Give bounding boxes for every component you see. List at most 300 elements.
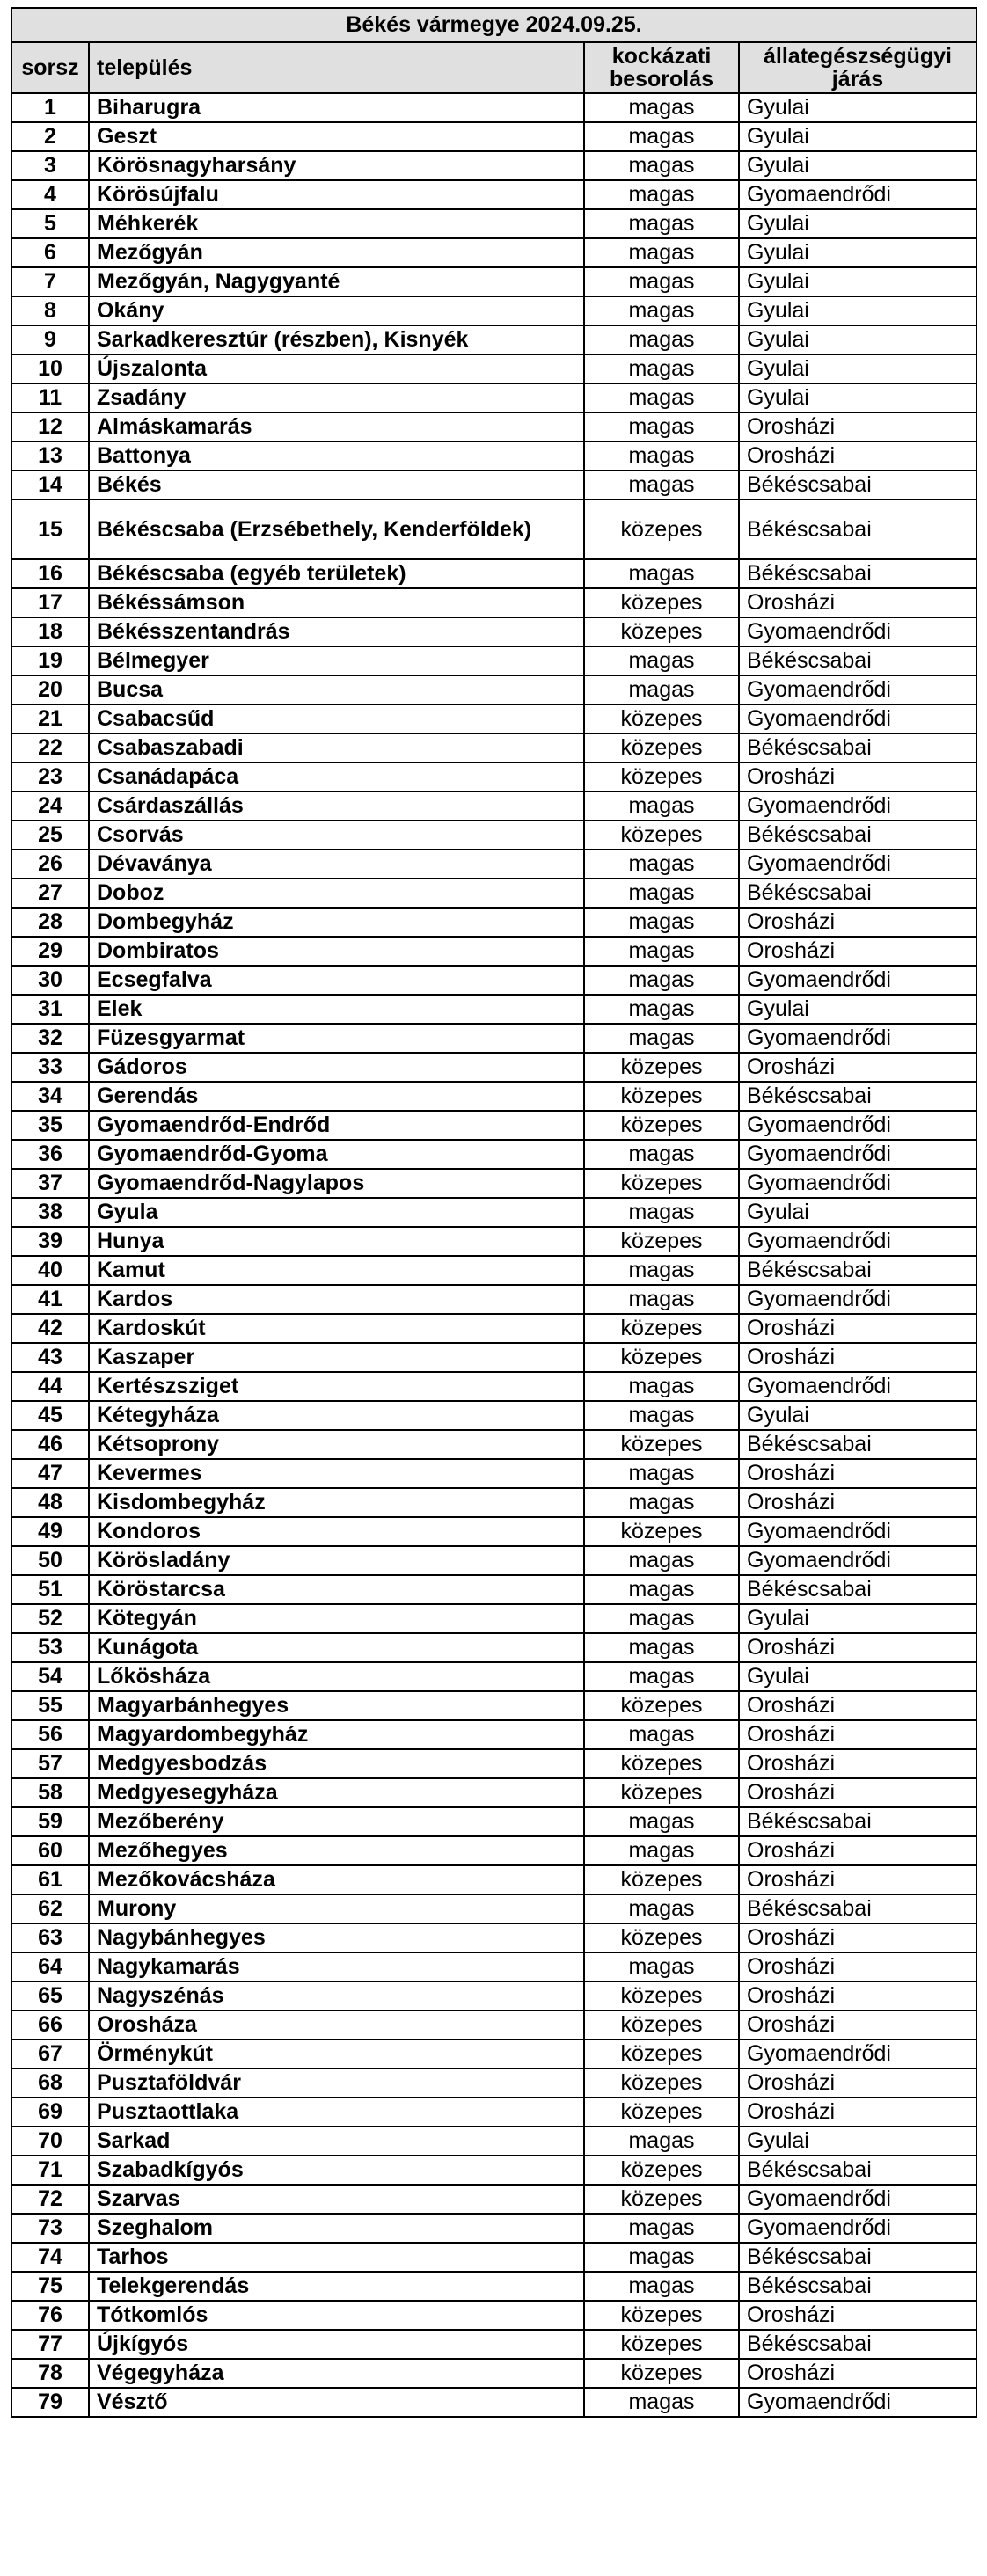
settlement-name: Kondoros	[89, 1517, 584, 1546]
row-number: 66	[11, 2010, 89, 2040]
settlement-risk-table	[11, 7, 977, 2418]
risk-level: közepes	[584, 1227, 739, 1256]
settlement-name: Vésztő	[89, 2388, 584, 2417]
risk-level: magas	[584, 2214, 739, 2243]
risk-level: magas	[584, 1285, 739, 1314]
district-name: Békéscsabai	[739, 1430, 976, 1459]
row-number: 25	[11, 821, 89, 850]
district-name: Orosházi	[739, 2069, 976, 2098]
settlement-name: Gyula	[89, 1198, 584, 1227]
row-number: 73	[11, 2214, 89, 2243]
table-title: Békés vármegye 2024.09.25.	[11, 8, 976, 42]
table-row	[11, 704, 976, 733]
settlement-name: Csabaszabadi	[89, 733, 584, 763]
district-name: Orosházi	[739, 908, 976, 937]
settlement-name: Újkígyós	[89, 2330, 584, 2359]
header-row	[11, 42, 976, 93]
district-name: Gyomaendrődi	[739, 1285, 976, 1314]
row-number: 53	[11, 1633, 89, 1662]
risk-level: magas	[584, 879, 739, 908]
table-row	[11, 2388, 976, 2417]
district-name: Gyulai	[739, 1401, 976, 1430]
table-row	[11, 1894, 976, 1923]
table-row	[11, 1952, 976, 1981]
row-number: 49	[11, 1517, 89, 1546]
risk-level: magas	[584, 1459, 739, 1488]
district-name: Gyomaendrődi	[739, 1169, 976, 1198]
district-name: Gyulai	[739, 122, 976, 151]
table-row	[11, 2040, 976, 2069]
risk-level: közepes	[584, 617, 739, 646]
table-row	[11, 1459, 976, 1488]
risk-level: közepes	[584, 500, 739, 559]
settlement-name: Kevermes	[89, 1459, 584, 1488]
row-number: 70	[11, 2127, 89, 2156]
district-name: Gyomaendrődi	[739, 1517, 976, 1546]
district-name: Gyomaendrődi	[739, 675, 976, 704]
district-name: Békéscsabai	[739, 2330, 976, 2359]
row-number: 69	[11, 2098, 89, 2127]
settlement-name: Szeghalom	[89, 2214, 584, 2243]
settlement-name: Zsadány	[89, 383, 584, 412]
risk-level: magas	[584, 1894, 739, 1923]
district-name: Gyomaendrődi	[739, 704, 976, 733]
risk-level: magas	[584, 995, 739, 1024]
risk-level: közepes	[584, 2098, 739, 2127]
settlement-name: Bélmegyer	[89, 646, 584, 675]
table-row	[11, 1285, 976, 1314]
risk-level: magas	[584, 1807, 739, 1836]
row-number: 29	[11, 937, 89, 966]
risk-level: magas	[584, 238, 739, 267]
risk-level: közepes	[584, 2301, 739, 2330]
risk-level: magas	[584, 296, 739, 325]
settlement-name: Füzesgyarmat	[89, 1024, 584, 1053]
district-name: Orosházi	[739, 2301, 976, 2330]
row-number: 2	[11, 122, 89, 151]
row-number: 52	[11, 1604, 89, 1633]
table-row	[11, 1517, 976, 1546]
table-row	[11, 151, 976, 180]
district-name: Békéscsabai	[739, 879, 976, 908]
risk-level: magas	[584, 1488, 739, 1517]
settlement-name: Békéssámson	[89, 588, 584, 617]
table-row	[11, 1430, 976, 1459]
district-name: Békéscsabai	[739, 1575, 976, 1604]
settlement-name: Okány	[89, 296, 584, 325]
row-number: 15	[11, 500, 89, 559]
column-header-risk: kockázati besorolás	[584, 42, 739, 93]
district-name: Orosházi	[739, 412, 976, 441]
district-name: Békéscsabai	[739, 1894, 976, 1923]
settlement-name: Biharugra	[89, 93, 584, 122]
table-row	[11, 2127, 976, 2156]
settlement-name: Lőkösháza	[89, 1662, 584, 1691]
district-name: Gyulai	[739, 296, 976, 325]
risk-level: közepes	[584, 1778, 739, 1807]
risk-level: közepes	[584, 588, 739, 617]
table-row	[11, 617, 976, 646]
risk-level: közepes	[584, 1169, 739, 1198]
table-row	[11, 937, 976, 966]
risk-level: magas	[584, 1546, 739, 1575]
row-number: 79	[11, 2388, 89, 2417]
row-number: 22	[11, 733, 89, 763]
table-row	[11, 1691, 976, 1720]
district-name: Orosházi	[739, 441, 976, 471]
row-number: 8	[11, 296, 89, 325]
row-number: 27	[11, 879, 89, 908]
table-row	[11, 1778, 976, 1807]
risk-level: magas	[584, 2388, 739, 2417]
document-page	[11, 7, 977, 2418]
settlement-name: Kunágota	[89, 1633, 584, 1662]
district-name: Orosházi	[739, 1633, 976, 1662]
settlement-name: Mezőgyán, Nagygyanté	[89, 267, 584, 296]
row-number: 74	[11, 2243, 89, 2272]
settlement-name: Medgyesegyháza	[89, 1778, 584, 1807]
district-name: Orosházi	[739, 1749, 976, 1778]
district-name: Gyomaendrődi	[739, 2185, 976, 2214]
table-row	[11, 1633, 976, 1662]
district-name: Gyomaendrődi	[739, 1024, 976, 1053]
district-name: Orosházi	[739, 1459, 976, 1488]
settlement-name: Újszalonta	[89, 354, 584, 383]
table-row	[11, 1198, 976, 1227]
settlement-name: Dévaványa	[89, 850, 584, 879]
row-number: 36	[11, 1140, 89, 1169]
table-row	[11, 2214, 976, 2243]
settlement-name: Nagybánhegyes	[89, 1923, 584, 1952]
row-number: 59	[11, 1807, 89, 1836]
table-row	[11, 1604, 976, 1633]
risk-level: magas	[584, 471, 739, 500]
table-row	[11, 995, 976, 1024]
row-number: 54	[11, 1662, 89, 1691]
risk-level: közepes	[584, 1314, 739, 1343]
row-number: 63	[11, 1923, 89, 1952]
settlement-name: Kardoskút	[89, 1314, 584, 1343]
table-row	[11, 2010, 976, 2040]
table-row	[11, 792, 976, 821]
district-name: Orosházi	[739, 1720, 976, 1749]
district-name: Gyomaendrődi	[739, 966, 976, 995]
table-row	[11, 93, 976, 122]
column-header-number: sorsz	[11, 42, 89, 93]
district-name: Gyulai	[739, 2127, 976, 2156]
risk-level: magas	[584, 559, 739, 588]
row-number: 41	[11, 1285, 89, 1314]
district-name: Békéscsabai	[739, 2272, 976, 2301]
risk-level: közepes	[584, 1749, 739, 1778]
risk-level: közepes	[584, 1981, 739, 2010]
settlement-name: Körösújfalu	[89, 180, 584, 209]
row-number: 65	[11, 1981, 89, 2010]
district-name: Gyomaendrődi	[739, 2040, 976, 2069]
row-number: 18	[11, 617, 89, 646]
table-row	[11, 1575, 976, 1604]
settlement-name: Kamut	[89, 1256, 584, 1285]
settlement-name: Nagykamarás	[89, 1952, 584, 1981]
settlement-name: Sarkadkeresztúr (részben), Kisnyék	[89, 325, 584, 354]
settlement-name: Dombegyház	[89, 908, 584, 937]
row-number: 44	[11, 1372, 89, 1401]
district-name: Békéscsabai	[739, 2156, 976, 2185]
row-number: 7	[11, 267, 89, 296]
settlement-name: Kisdombegyház	[89, 1488, 584, 1517]
table-row	[11, 325, 976, 354]
risk-level: közepes	[584, 2010, 739, 2040]
district-name: Gyomaendrődi	[739, 180, 976, 209]
settlement-name: Csárdaszállás	[89, 792, 584, 821]
table-row	[11, 354, 976, 383]
district-name: Békéscsabai	[739, 2243, 976, 2272]
settlement-name: Tótkomlós	[89, 2301, 584, 2330]
district-name: Orosházi	[739, 588, 976, 617]
risk-level: magas	[584, 1024, 739, 1053]
district-name: Békéscsabai	[739, 1082, 976, 1111]
table-row	[11, 296, 976, 325]
settlement-name: Pusztaföldvár	[89, 2069, 584, 2098]
row-number: 34	[11, 1082, 89, 1111]
table-row	[11, 1256, 976, 1285]
row-number: 20	[11, 675, 89, 704]
district-name: Gyomaendrődi	[739, 617, 976, 646]
district-name: Orosházi	[739, 2010, 976, 2040]
district-name: Gyulai	[739, 1604, 976, 1633]
risk-level: közepes	[584, 1343, 739, 1372]
row-number: 13	[11, 441, 89, 471]
table-row	[11, 1372, 976, 1401]
row-number: 68	[11, 2069, 89, 2098]
risk-level: magas	[584, 122, 739, 151]
risk-level: magas	[584, 151, 739, 180]
table-row	[11, 1923, 976, 1952]
table-row	[11, 1401, 976, 1430]
settlement-name: Almáskamarás	[89, 412, 584, 441]
risk-level: magas	[584, 1372, 739, 1401]
table-body	[11, 93, 976, 2417]
row-number: 55	[11, 1691, 89, 1720]
district-name: Orosházi	[739, 1981, 976, 2010]
district-name: Orosházi	[739, 937, 976, 966]
district-name: Orosházi	[739, 1778, 976, 1807]
settlement-name: Szabadkígyós	[89, 2156, 584, 2185]
district-name: Békéscsabai	[739, 821, 976, 850]
row-number: 72	[11, 2185, 89, 2214]
district-name: Gyulai	[739, 209, 976, 238]
table-row	[11, 559, 976, 588]
row-number: 76	[11, 2301, 89, 2330]
table-row	[11, 122, 976, 151]
risk-level: közepes	[584, 2359, 739, 2388]
table-row	[11, 1662, 976, 1691]
risk-level: magas	[584, 412, 739, 441]
risk-level: közepes	[584, 2185, 739, 2214]
district-name: Gyulai	[739, 238, 976, 267]
risk-level: magas	[584, 1720, 739, 1749]
settlement-name: Békéscsaba (egyéb területek)	[89, 559, 584, 588]
district-name: Gyulai	[739, 1662, 976, 1691]
row-number: 6	[11, 238, 89, 267]
table-row	[11, 1488, 976, 1517]
risk-level: magas	[584, 1952, 739, 1981]
settlement-name: Kardos	[89, 1285, 584, 1314]
table-row	[11, 1024, 976, 1053]
risk-level: közepes	[584, 1053, 739, 1082]
risk-level: magas	[584, 966, 739, 995]
table-row	[11, 1111, 976, 1140]
district-name: Gyulai	[739, 383, 976, 412]
settlement-name: Tarhos	[89, 2243, 584, 2272]
table-row	[11, 209, 976, 238]
risk-level: magas	[584, 354, 739, 383]
risk-level: közepes	[584, 821, 739, 850]
table-row	[11, 2243, 976, 2272]
table-row	[11, 1807, 976, 1836]
table-row	[11, 1836, 976, 1865]
district-name: Gyomaendrődi	[739, 850, 976, 879]
row-number: 11	[11, 383, 89, 412]
row-number: 35	[11, 1111, 89, 1140]
district-name: Békéscsabai	[739, 471, 976, 500]
row-number: 26	[11, 850, 89, 879]
table-row	[11, 879, 976, 908]
settlement-name: Gerendás	[89, 1082, 584, 1111]
row-number: 37	[11, 1169, 89, 1198]
settlement-name: Köröstarcsa	[89, 1575, 584, 1604]
risk-level: közepes	[584, 1865, 739, 1894]
row-number: 61	[11, 1865, 89, 1894]
settlement-name: Doboz	[89, 879, 584, 908]
risk-level: közepes	[584, 1082, 739, 1111]
district-name: Gyomaendrődi	[739, 792, 976, 821]
risk-level: magas	[584, 93, 739, 122]
settlement-name: Orosháza	[89, 2010, 584, 2040]
risk-level: magas	[584, 441, 739, 471]
settlement-name: Magyarbánhegyes	[89, 1691, 584, 1720]
table-row	[11, 1314, 976, 1343]
table-row	[11, 2098, 976, 2127]
settlement-name: Kétsoprony	[89, 1430, 584, 1459]
row-number: 64	[11, 1952, 89, 1981]
risk-level: magas	[584, 908, 739, 937]
row-number: 40	[11, 1256, 89, 1285]
table-row	[11, 1865, 976, 1894]
risk-level: magas	[584, 2243, 739, 2272]
row-number: 30	[11, 966, 89, 995]
row-number: 3	[11, 151, 89, 180]
risk-level: magas	[584, 1256, 739, 1285]
table-row	[11, 1082, 976, 1111]
settlement-name: Körösladány	[89, 1546, 584, 1575]
district-name: Békéscsabai	[739, 559, 976, 588]
row-number: 9	[11, 325, 89, 354]
row-number: 43	[11, 1343, 89, 1372]
risk-level: közepes	[584, 763, 739, 792]
risk-level: magas	[584, 1633, 739, 1662]
risk-level: közepes	[584, 2330, 739, 2359]
table-row	[11, 2330, 976, 2359]
settlement-name: Hunya	[89, 1227, 584, 1256]
row-number: 75	[11, 2272, 89, 2301]
risk-level: magas	[584, 383, 739, 412]
settlement-name: Mezőberény	[89, 1807, 584, 1836]
district-name: Orosházi	[739, 1314, 976, 1343]
risk-level: közepes	[584, 1517, 739, 1546]
settlement-name: Gyomaendrőd-Endrőd	[89, 1111, 584, 1140]
row-number: 4	[11, 180, 89, 209]
settlement-name: Kétegyháza	[89, 1401, 584, 1430]
settlement-name: Örménykút	[89, 2040, 584, 2069]
risk-level: magas	[584, 646, 739, 675]
settlement-name: Mezőhegyes	[89, 1836, 584, 1865]
settlement-name: Csanádapáca	[89, 763, 584, 792]
settlement-name: Battonya	[89, 441, 584, 471]
row-number: 71	[11, 2156, 89, 2185]
risk-level: magas	[584, 1662, 739, 1691]
risk-level: magas	[584, 209, 739, 238]
row-number: 24	[11, 792, 89, 821]
risk-level: magas	[584, 792, 739, 821]
risk-level: magas	[584, 2127, 739, 2156]
settlement-name: Szarvas	[89, 2185, 584, 2214]
settlement-name: Békéscsaba (Erzsébethely, Kenderföldek)	[89, 500, 584, 559]
risk-level: közepes	[584, 733, 739, 763]
row-number: 50	[11, 1546, 89, 1575]
row-number: 47	[11, 1459, 89, 1488]
table-row	[11, 966, 976, 995]
district-name: Gyulai	[739, 354, 976, 383]
risk-level: közepes	[584, 2156, 739, 2185]
settlement-name: Murony	[89, 1894, 584, 1923]
row-number: 42	[11, 1314, 89, 1343]
settlement-name: Csorvás	[89, 821, 584, 850]
settlement-name: Békés	[89, 471, 584, 500]
table-row	[11, 763, 976, 792]
table-row	[11, 675, 976, 704]
table-row	[11, 821, 976, 850]
district-name: Orosházi	[739, 1691, 976, 1720]
row-number: 62	[11, 1894, 89, 1923]
district-name: Gyulai	[739, 1198, 976, 1227]
row-number: 23	[11, 763, 89, 792]
row-number: 33	[11, 1053, 89, 1082]
district-name: Orosházi	[739, 1865, 976, 1894]
table-row	[11, 1749, 976, 1778]
risk-level: magas	[584, 1604, 739, 1633]
settlement-name: Békésszentandrás	[89, 617, 584, 646]
row-number: 77	[11, 2330, 89, 2359]
settlement-name: Mezőkovácsháza	[89, 1865, 584, 1894]
district-name: Gyomaendrődi	[739, 1227, 976, 1256]
row-number: 58	[11, 1778, 89, 1807]
table-row	[11, 2301, 976, 2330]
risk-level: közepes	[584, 1430, 739, 1459]
row-number: 5	[11, 209, 89, 238]
table-row	[11, 1140, 976, 1169]
settlement-name: Végegyháza	[89, 2359, 584, 2388]
row-number: 32	[11, 1024, 89, 1053]
risk-level: magas	[584, 267, 739, 296]
settlement-name: Pusztaottlaka	[89, 2098, 584, 2127]
row-number: 17	[11, 588, 89, 617]
settlement-name: Gyomaendrőd-Nagylapos	[89, 1169, 584, 1198]
district-name: Gyulai	[739, 151, 976, 180]
risk-level: közepes	[584, 2069, 739, 2098]
table-row	[11, 1343, 976, 1372]
settlement-name: Kertészsziget	[89, 1372, 584, 1401]
